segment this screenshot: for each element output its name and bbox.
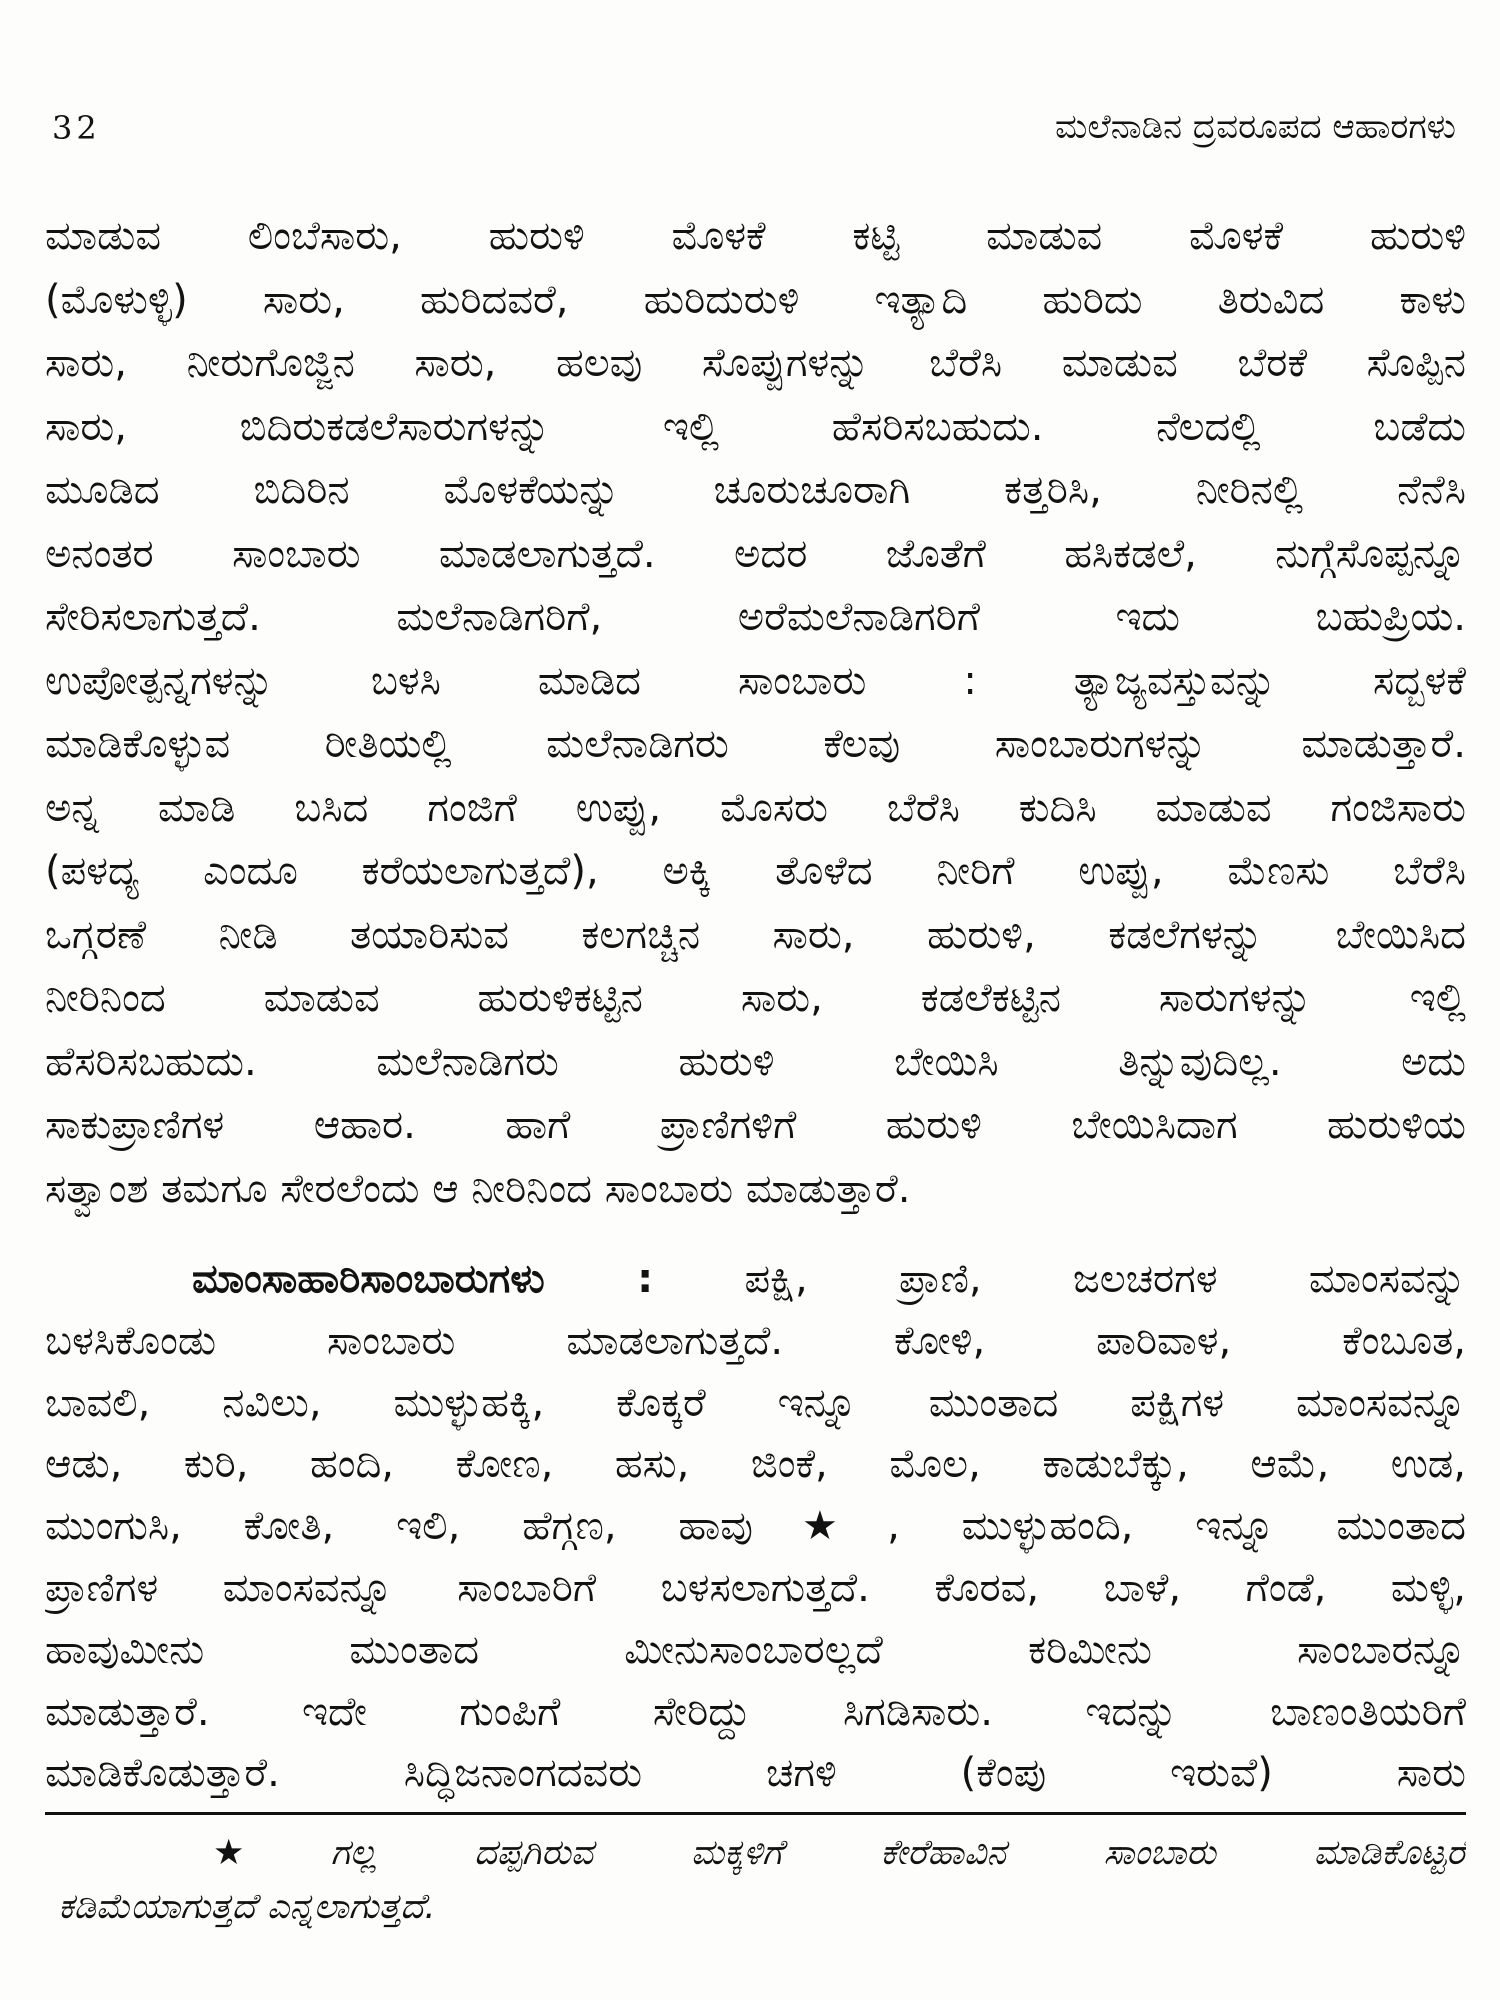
text-line: ನೀರಿನಿಂದ ಮಾಡುವ ಹುರುಳಿಕಟ್ಟಿನ ಸಾರು, ಕಡಲೆಕಟ್ಟಿನ ಸಾರುಗಳನ್ನು ಇಲ್ಲಿ [45, 975, 1466, 1021]
footnote-line: ಕಡಿಮೆಯಾಗುತ್ತದೆ ಎನ್ನಲಾಗುತ್ತದೆ. [58, 1887, 436, 1927]
text-line: ಬಳಸಿಕೊಂಡು ಸಾಂಬಾರು ಮಾಡಲಾಗುತ್ತದೆ. ಕೋಳಿ, ಪಾರಿವಾಳ, ಕೆಂಬೂತ, [45, 1317, 1466, 1364]
text-line: ಮಾಡುತ್ತಾರೆ. ಇದೇ ಗುಂಪಿಗೆ ಸೇರಿದ್ದು ಸಿಗಡಿಸಾರು. ಇದನ್ನು ಬಾಣಂತಿಯರಿಗೆ [45, 1688, 1466, 1735]
text-line: ಬಾವಲಿ, ನವಿಲು, ಮುಳ್ಳುಹಕ್ಕಿ, ಕೊಕ್ಕರೆ ಇನ್ನೂ ಮುಂತಾದ ಪಕ್ಷಿಗಳ ಮಾಂಸವನ್ನೂ [45, 1379, 1466, 1426]
text-line: ಹಾವುಮೀನು ಮುಂತಾದ ಮೀನುಸಾಂಬಾರಲ್ಲದೆ ಕರಿಮೀನು ಸಾಂಬಾರನ್ನೂ [45, 1626, 1466, 1673]
paragraph [45, 1249, 1466, 1805]
text-line: ಮುಂಗುಸಿ, ಕೋತಿ, ಇಲಿ, ಹೆಗ್ಗಣ, ಹಾವು★, ಮುಳ್ಳುಹಂದಿ, ಇನ್ನೂ ಮುಂತಾದ [45, 1503, 1466, 1550]
footnote [58, 1826, 1466, 1934]
text-line: ಒಗ್ಗರಣೆ ನೀಡಿ ತಯಾರಿಸುವ ಕಲಗಚ್ಚಿನ ಸಾರು, ಹುರುಳಿ, ಕಡಲೆಗಳನ್ನು ಬೇಯಿಸಿದ [45, 911, 1466, 958]
text-line: ಸಾರು, ನೀರುಗೊಜ್ಜಿನ ಸಾರು, ಹಲವು ಸೊಪ್ಪುಗಳನ್ನು ಬೆರೆಸಿ ಮಾಡುವ ಬೆರಕೆ ಸೊಪ್ಪಿನ [45, 340, 1466, 386]
text-line: ಅನಂತರ ಸಾಂಬಾರು ಮಾಡಲಾಗುತ್ತದೆ. ಅದರ ಜೊತೆಗೆ ಹಸಿಕಡಲೆ, ನುಗ್ಗೆಸೊಪ್ಪನ್ನೂ [45, 530, 1466, 577]
footnote-line: ★ಗಲ್ಲ ದಪ್ಪಗಿರುವ ಮಕ್ಕಳಿಗೆ ಕೇರೆಹಾವಿನ ಸಾಂಬಾರು ಮಾಡಿಕೊಟ್ಟರೆ [213, 1833, 1466, 1873]
paragraph [45, 205, 1466, 1221]
text-line: ಪ್ರಾಣಿಗಳ ಮಾಂಸವನ್ನೂ ಸಾಂಬಾರಿಗೆ ಬಳಸಲಾಗುತ್ತದೆ. ಕೊರವ, ಬಾಳೆ, ಗೆಂಡೆ, ಮಳ್ಳಿ, [45, 1564, 1466, 1611]
text-line: ಮಾಡುವ ಲಿಂಬೆಸಾರು, ಹುರುಳಿ ಮೊಳಕೆ ಕಟ್ಟಿ ಮಾಡುವ ಮೊಳಕೆ ಹುರುಳಿ [45, 213, 1466, 259]
text-line: ಸಾರು, ಬಿದಿರುಕಡಲೆಸಾರುಗಳನ್ನು ಇಲ್ಲಿ ಹೆಸರಿಸಬಹುದು. ನೆಲದಲ್ಲಿ ಬಡೆದು [45, 403, 1466, 450]
text-run: ಪಕ್ಷಿ, ಪ್ರಾಣಿ, ಜಲಚರಗಳ ಮಾಂಸವನ್ನು [744, 1256, 1466, 1302]
text-line: ಹೆಸರಿಸಬಹುದು. ಮಲೆನಾಡಿಗರು ಹುರುಳಿ ಬೇಯಿಸಿ ತಿನ್ನುವುದಿಲ್ಲ. ಅದು [45, 1038, 1466, 1085]
text-line: ಸಾಕುಪ್ರಾಣಿಗಳ ಆಹಾರ. ಹಾಗೆ ಪ್ರಾಣಿಗಳಿಗೆ ಹುರುಳಿ ಬೇಯಿಸಿದಾಗ ಹುರುಳಿಯ [45, 1102, 1466, 1148]
text-line: ಮಾಡಿಕೊಡುತ್ತಾರೆ. ಸಿದ್ಧಿಜನಾಂಗದವರು ಚಗಳಿ (ಕೆಂಪು ಇರುವೆ) ಸಾರು [45, 1750, 1466, 1797]
section-heading: ಮಾಂಸಾಹಾರಿಸಾಂಬಾರುಗಳು : [192, 1256, 654, 1302]
text-line [45, 1249, 1466, 1311]
text-line: ಆಡು, ಕುರಿ, ಹಂದಿ, ಕೋಣ, ಹಸು, ಜಿಂಕೆ, ಮೊಲ, ಕಾಡುಬೆಕ್ಕು, ಆಮೆ, ಉಡ, [45, 1441, 1466, 1488]
text-line: (ಪಳದ್ಯ ಎಂದೂ ಕರೆಯಲಾಗುತ್ತದೆ), ಅಕ್ಕಿ ತೊಳೆದ ನೀರಿಗೆ ಉಪ್ಪು, ಮೆಣಸು ಬೆರೆಸಿ [45, 848, 1466, 894]
text-line: ಮೂಡಿದ ಬಿದಿರಿನ ಮೊಳಕೆಯನ್ನು ಚೂರುಚೂರಾಗಿ ಕತ್ತರಿಸಿ, ನೀರಿನಲ್ಲಿ ನೆನೆಸಿ [45, 467, 1466, 513]
running-title: ಮಲೆನಾಡಿನ ದ್ರವರೂಪದ ಆಹಾರಗಳು [1055, 107, 1456, 147]
text-line: ಸೇರಿಸಲಾಗುತ್ತದೆ. ಮಲೆನಾಡಿಗರಿಗೆ, ಅರೆಮಲೆನಾಡಿಗರಿಗೆ ಇದು ಬಹುಪ್ರಿಯ. [45, 594, 1466, 640]
text-line: ಅನ್ನ ಮಾಡಿ ಬಸಿದ ಗಂಜಿಗೆ ಉಪ್ಪು, ಮೊಸರು ಬೆರೆಸಿ ಕುದಿಸಿ ಮಾಡುವ ಗಂಜಿಸಾರು [45, 784, 1466, 831]
text-line: ಮಾಡಿಕೊಳ್ಳುವ ರೀತಿಯಲ್ಲಿ ಮಲೆನಾಡಿಗರು ಕೆಲವು ಸಾಂಬಾರುಗಳನ್ನು ಮಾಡುತ್ತಾರೆ. [45, 721, 1466, 767]
text-line: ಉಪೋತ್ಪನ್ನಗಳನ್ನು ಬಳಸಿ ಮಾಡಿದ ಸಾಂಬಾರು : ತ್ಯಾಜ್ಯವಸ್ತುವನ್ನು ಸದ್ಬಳಕೆ [45, 657, 1466, 704]
text-line: ಸತ್ವಾಂಶ ತಮಗೂ ಸೇರಲೆಂದು ಆ ನೀರಿನಿಂದ ಸಾಂಬಾರು ಮಾಡುತ್ತಾರೆ. [45, 1165, 911, 1212]
footnote-rule [45, 1812, 1466, 1815]
page-number: 32 [52, 109, 101, 147]
text-line: (ಮೊಳುಳ್ಳಿ) ಸಾರು, ಹುರಿದವರೆ, ಹುರಿದುರುಳಿ ಇತ್ಯಾದಿ ಹುರಿದು ತಿರುವಿದ ಕಾಳು [45, 276, 1466, 323]
